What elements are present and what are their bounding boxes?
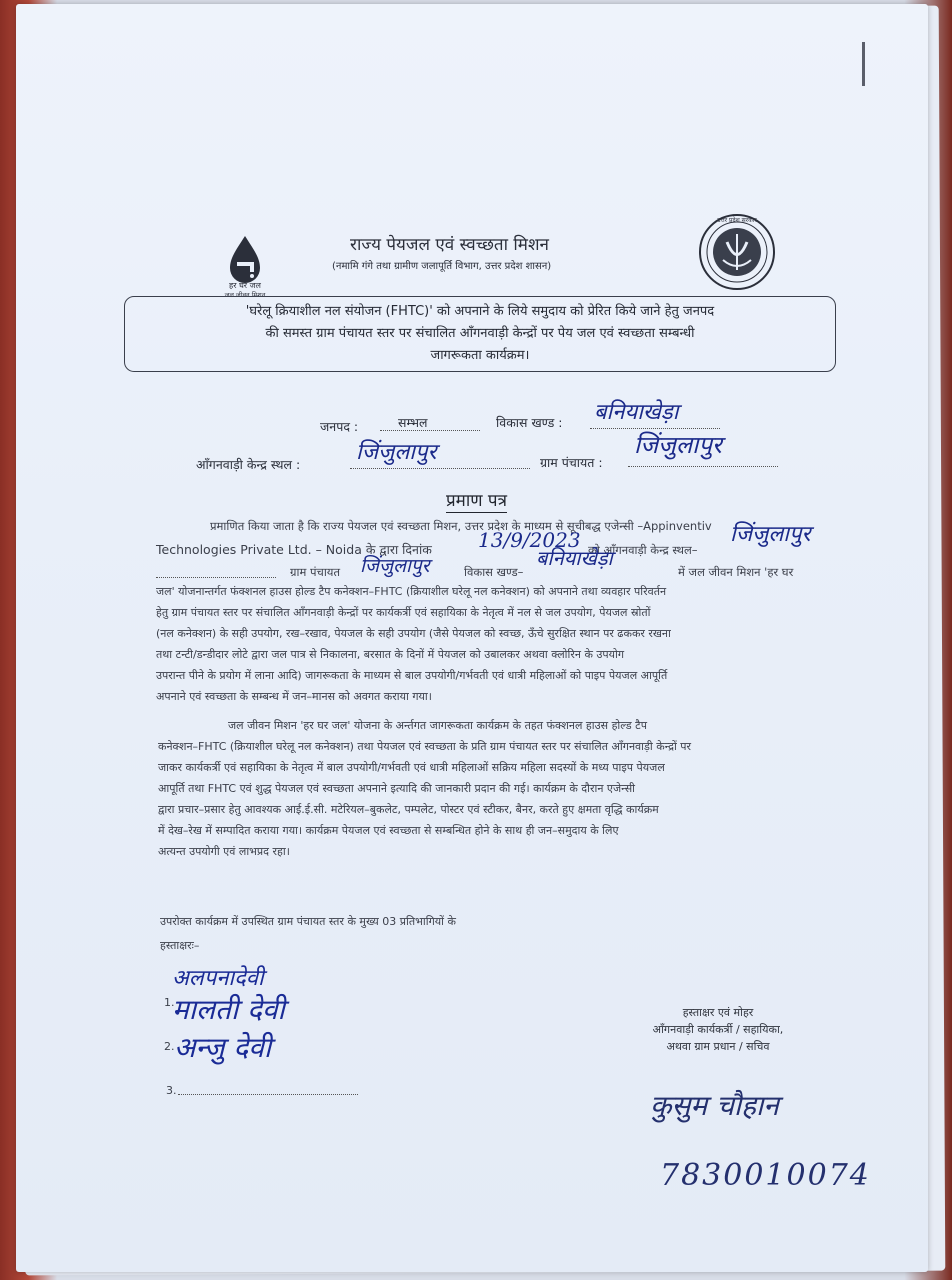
certificate-title: प्रमाण पत्र (446, 488, 507, 513)
handwritten-date: 13/9/2023 (478, 528, 581, 552)
para1-line-9: अपनाने एवं स्वच्छता के सम्बन्ध में जन–मानस को अवगत कराया गया। (156, 690, 432, 703)
org-subtitle: (नमामि गंगे तथा ग्रामीण जलापूर्ति विभाग, उत्तर प्रदेश शासन) (332, 261, 552, 272)
block-value: बनियाखेड़ा (594, 400, 679, 425)
center-label: आँगनवाड़ी केन्द्र स्थल : (196, 457, 301, 472)
banner-line-2: की समस्त ग्राम पंचायत स्तर पर संचालित आँगनवाड़ी केन्द्रों पर पेय जल एवं स्वच्छता सम्बन्धी (265, 326, 695, 341)
worker-signature: कुसुम चौहान (650, 1089, 779, 1122)
para1-line-1: प्रमाणित किया जाता है कि राज्य पेयजल एवं स्वच्छता मिशन, उत्तर प्रदेश के माध्यम से सूचीबद्ध एजेन्सी –Appinventiv (210, 519, 712, 533)
para1-line-3c: में जल जीवन मिशन 'हर घर (678, 565, 794, 579)
district-line (380, 430, 480, 431)
emblem-text: उत्तर प्रदेश सरकार (717, 217, 757, 224)
logo-caption: हर घर जल (229, 281, 261, 290)
participant-number-1: 1. (164, 996, 175, 1009)
para1-line-7: तथा टन्टी/डन्डीदार लोटे द्वारा जल पात्र से निकालना, बरसात के दिनों में पेयजल को उबालकर अथवा क्लोरिन के उपयोग (156, 648, 625, 661)
block-label: विकास खण्ड : (496, 415, 563, 430)
district-label: जनपद : (320, 419, 359, 434)
para1-line-5: हेतु ग्राम पंचायत स्तर पर संचालित आँगनवाड़ी केन्द्रों पर कार्यकर्त्री एवं सहायिका के नेतृत्व में नल से जल उपयोग, पेयजल स्रोतों (156, 606, 651, 619)
participant-line-3 (178, 1094, 358, 1095)
participant-signature-2: अन्जु देवी (174, 1031, 272, 1064)
emblem-icon (697, 212, 777, 292)
para2-line-1: जल जीवन मिशन 'हर घर जल' योजना के अर्न्तगत जागरूकता कार्यक्रम के तहत फंक्शनल हाउस होल्ड टैप (228, 719, 647, 732)
signature-line-3: अथवा ग्राम प्रधान / सचिव (666, 1040, 770, 1053)
participants-sign-label: हस्ताक्षरः– (160, 939, 200, 952)
handwritten-gp: जिंजुलापुर (360, 555, 430, 577)
para1-line-8: उपरान्त पीने के प्रयोग में लाना आदि) जागरूकता के माध्यम से बाल उपयोगी/गर्भवती एवं धात्री महिलाओं को पाइप पेयजल आपूर्ति (156, 669, 668, 682)
para2-line-3: जाकर कार्यकर्त्री एवं सहायिका के नेतृत्व में बाल उपयोगी/गर्भवती एवं धात्री महिलाओं सक्रिय महिला सदस्यों के मध्य पाइप पेयजल (158, 761, 665, 774)
para1-line-3a: ग्राम पंचायत (290, 565, 341, 579)
para1-line-3b: विकास खण्ड– (464, 565, 524, 579)
signature-line-1: हस्ताक्षर एवं मोहर (682, 1006, 754, 1019)
participants-intro: उपरोक्त कार्यक्रम में उपस्थित ग्राम पंचायत स्तर के मुख्य 03 प्रतिभागियों के (160, 915, 456, 928)
handwritten-block: बनियाखेड़ा (536, 546, 613, 570)
para2-line-2: कनेक्शन–FHTC (क्रियाशील घरेलू नल कनेक्शन) तथा पेयजल एवं स्वच्छता के प्रति ग्राम पंचायत स्तर पर संचालित आँगनवाड़ी केन्द्रों पर (158, 740, 692, 753)
participant-number-3: 3. (166, 1084, 177, 1097)
banner-line-3: जागरूकता कार्यक्रम। (430, 348, 530, 363)
logo-subcaption: जल जीवन मिशन (224, 291, 266, 299)
gp-label: ग्राम पंचायत : (540, 455, 603, 470)
program-banner (124, 296, 836, 372)
gp-line (628, 466, 778, 467)
banner-line-1: 'घरेलू क्रियाशील नल संयोजन (FHTC)' को अपनाने के लिये समुदाय को प्रेरित किये जाने हेतु जनपद (245, 304, 715, 319)
handwritten-phone: 7830010074 (660, 1158, 871, 1193)
pen-mark (862, 42, 865, 86)
up-govt-emblem (697, 212, 777, 292)
district-value: सम्भल (398, 415, 428, 430)
para2-line-6: में देख–रेख में सम्पादित कराया गया। कार्यक्रम पेयजल एवं स्वच्छता से सम्बन्धित होने के साथ ही जन–समुदाय के लिए (158, 824, 619, 837)
para1-line-2b: को आँगनवाड़ी केन्द्र स्थल– (588, 543, 698, 557)
participant-number-2: 2. (164, 1040, 175, 1053)
org-title: राज्य पेयजल एवं स्वच्छता मिशन (350, 235, 549, 255)
para2-line-5: द्वारा प्रचार–प्रसार हेतु आवश्यक आई.ई.सी. मटेरियल–बुकलेट, पम्पलेट, पोस्टर एवं स्टीकर, बैनर, करते हुए क्षमता वृद्धि कार्यक्रम (158, 803, 659, 816)
para1-line-4: जल' योजनान्तर्गत फंक्शनल हाउस होल्ड टैप कनेक्शन–FHTC (क्रियाशील घरेलू नल कनेक्शन) को अपनाने तथा व्यवहार परिवर्तन (156, 585, 667, 598)
center-value: जिंजुलापुर (356, 440, 437, 465)
signature-block (618, 1004, 818, 1055)
para1-blank-line (156, 577, 276, 578)
handwritten-center: जिंजुलापुर (730, 522, 811, 547)
para2-line-7: अत्यन्त उपयोगी एवं लाभप्रद रहा। (158, 845, 290, 858)
participant-signature-1b: मालती देवी (172, 993, 285, 1026)
center-line (350, 468, 530, 469)
gp-value: जिंजुलापुर (634, 431, 722, 459)
para2-line-4: आपूर्ति तथा FHTC एवं शुद्ध पेयजल एवं स्वच्छता अपनाने इत्यादि की जानकारी प्रदान की गई। कार्यक्रम के दौरान एजेन्सी (158, 782, 635, 795)
signature-line-2: आँगनवाड़ी कार्यकर्त्री / सहायिका, (652, 1023, 784, 1036)
participant-signature-1a: अलपनादेवी (172, 966, 264, 991)
para1-line-2a: Technologies Private Ltd. – Noida के द्वारा दिनांक (156, 542, 432, 557)
para1-line-6: (नल कनेक्शन) के सही उपयोग, रख–रखाव, पेयजल के सही उपयोग (जैसे पेयजल को स्वच्छ, ऊँचे सुरक्षित स्थान पर ढककर रखना (156, 627, 671, 640)
